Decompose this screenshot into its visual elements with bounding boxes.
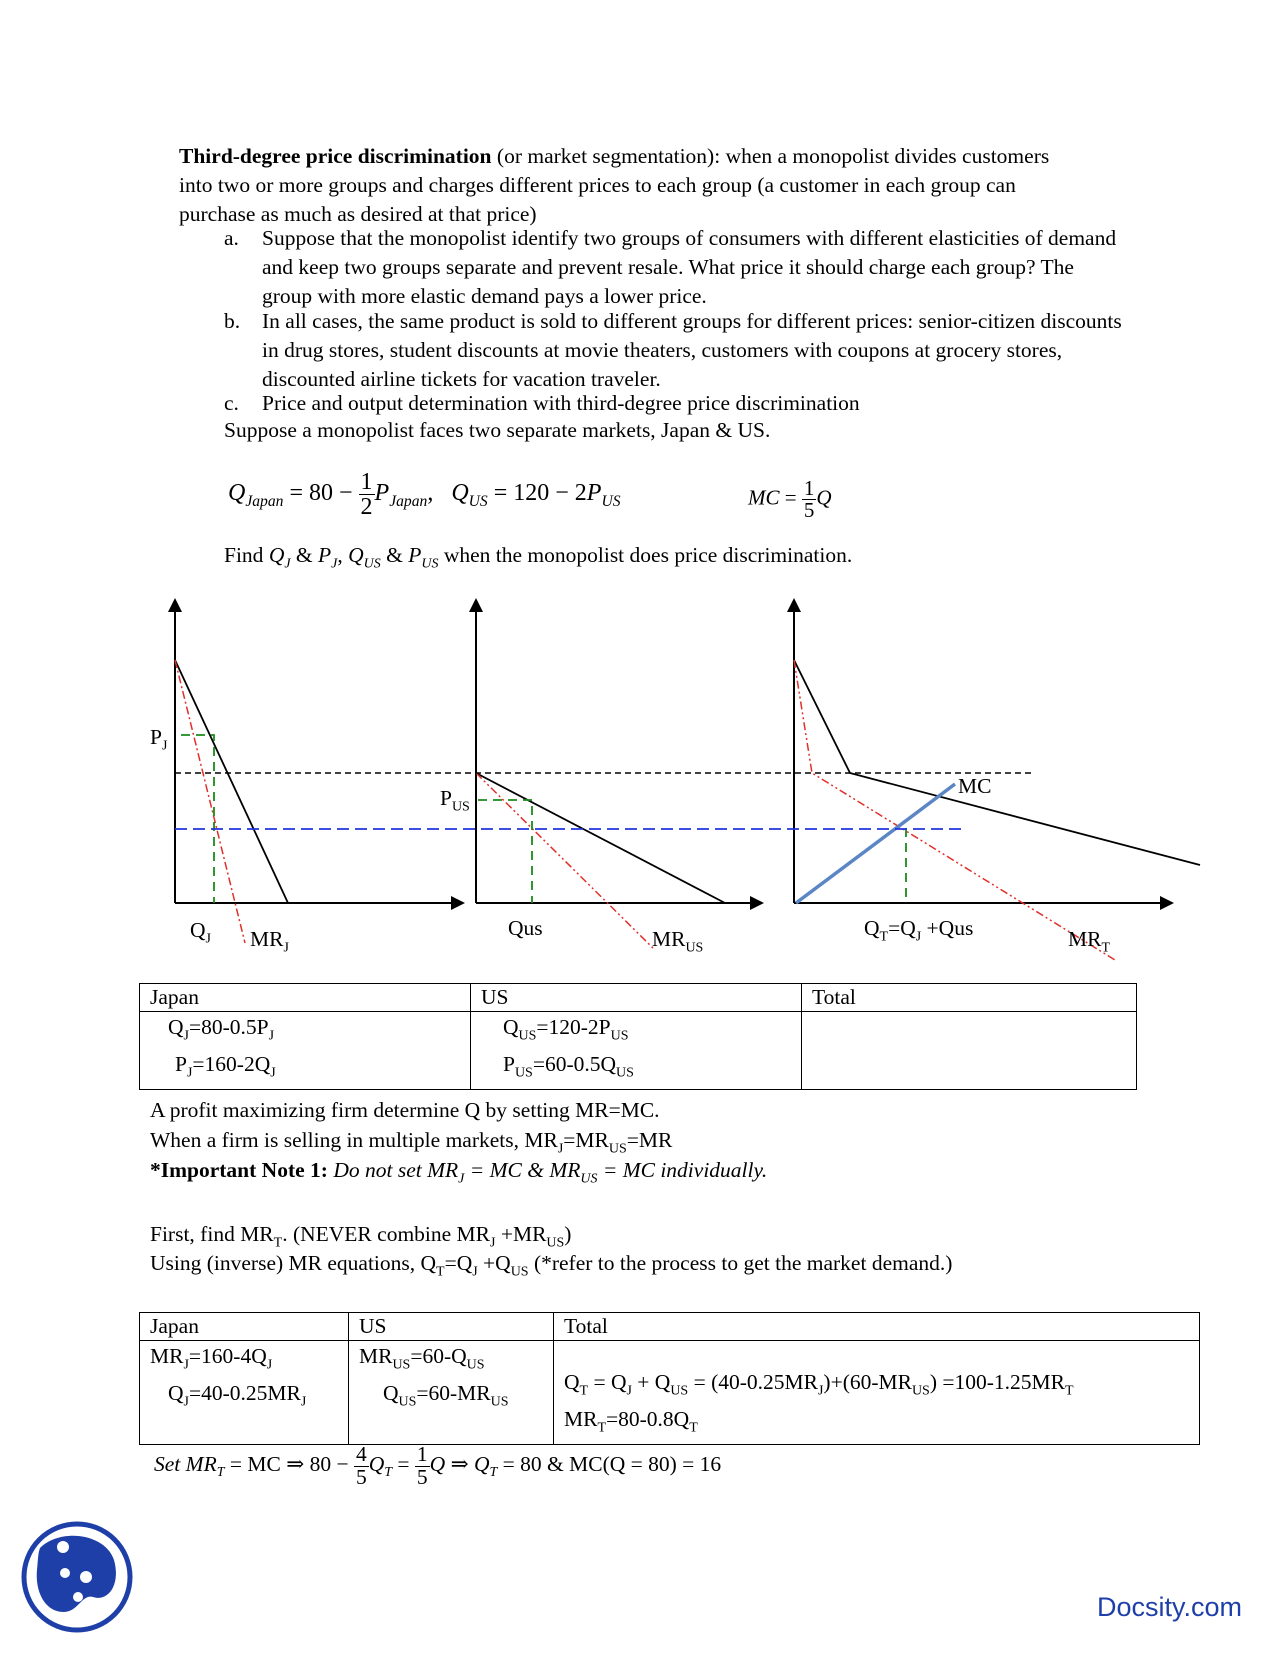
intro-heading: Third-degree price discrimination bbox=[179, 144, 492, 168]
first-line-2: Using (inverse) MR equations, $Q_T=Q_J +Q_{US}$ (*refer to the process to get the market demand.) bbox=[150, 1251, 953, 1280]
find-text: Find $Q_J$ & $P_J$, $Q_{US}$ & $P_{US}$ when the monopolist does price discrimination. bbox=[224, 543, 853, 572]
demand-equation: $Q_{Japan} = 80$ − $\frac{1}{2}$ $P_{Japan}$, $Q_{US} = 120 - 2P_{US}$ bbox=[228, 469, 621, 520]
label-pj: $P_J$ bbox=[150, 725, 168, 754]
profit-line-2: When a firm is selling in multiple markets, $MR_J=MR_{US}=MR$ bbox=[150, 1128, 673, 1157]
label-mrt: $MR_T$ bbox=[1068, 927, 1111, 956]
table2-total-cell: $Q_T = Q_J + Q_{US} = (40-0.25MR_J)+(60-MR_{US}) =100-1.25MR_T$ $MR_T=80-0.8Q_T$ bbox=[554, 1341, 1200, 1445]
list-item-b: b. In all cases, the same product is sold to different groups for different prices: senior-citizen discounts in drug stores, student discounts at movie theaters, customers with coupons at grocery stores, discounted airline tickets for vacation traveler. bbox=[224, 309, 1122, 391]
list-item-a: a. Suppose that the monopolist identify two groups of consumers with different elasticities of demand and keep two groups separate and prevent resale. What price it should charge each group? The group with more elastic demand pays a lower price. bbox=[224, 226, 1117, 308]
table1-header-japan: Japan bbox=[140, 984, 471, 1012]
mr-table bbox=[139, 1312, 1200, 1445]
important-note: *Important Note 1: Do not set $MR_J$ = MC & $MR_{US}$ = MC individually. bbox=[150, 1158, 768, 1187]
label-qt: $Q_T=Q_J +Qus$ bbox=[864, 916, 974, 945]
us-pus-guide bbox=[478, 800, 532, 903]
total-demand-line bbox=[794, 660, 1200, 865]
docsity-brand[interactable]: Docsity.com bbox=[1097, 1592, 1243, 1622]
table1-japan-cell: $Q_J=80-0.5P_J$ $P_J=160-2Q_J$ bbox=[140, 1012, 471, 1090]
demand-table bbox=[139, 983, 1137, 1090]
table2-header-japan: Japan bbox=[140, 1313, 349, 1341]
label-qj: $Q_J$ bbox=[190, 918, 211, 947]
table1-header-us: US bbox=[471, 984, 802, 1012]
total-mr-line bbox=[794, 660, 1115, 960]
profit-line-1: A profit maximizing firm determine Q by setting MR=MC. bbox=[150, 1098, 660, 1122]
us-demand-line bbox=[476, 773, 725, 903]
label-pus: $P_{US}$ bbox=[440, 786, 470, 815]
table2-us-cell: $MR_{US}=60-Q_{US}$ $Q_{US}=60-MR_{US}$ bbox=[349, 1341, 554, 1445]
label-mc: MC bbox=[958, 774, 992, 798]
intro-text: (or market segmentation): when a monopolist divides customers into two or more groups and charges different prices to each group (a customer in each group can purchase as much as desired at that price) bbox=[179, 144, 1050, 226]
table1-total-cell bbox=[802, 1012, 1137, 1090]
table2-header-total: Total bbox=[554, 1313, 1200, 1341]
suppose-text: Suppose a monopolist faces two separate markets, Japan & US. bbox=[224, 418, 771, 442]
mc-line bbox=[796, 784, 955, 903]
us-mr-line bbox=[476, 773, 655, 950]
table2-header-us: US bbox=[349, 1313, 554, 1341]
table2-japan-cell: $MR_J=160-4Q_J$ $Q_J=40-0.25MR_J$ bbox=[140, 1341, 349, 1445]
japan-mr-line bbox=[175, 660, 245, 943]
list-item-c: c. Price and output determination with third-degree price discrimination bbox=[224, 391, 860, 415]
first-line-1: First, find $MR_T$. (NEVER combine $MR_J +MR_{US}$) bbox=[150, 1222, 572, 1251]
label-mrus: $MR_{US}$ bbox=[652, 927, 704, 956]
japan-demand-line bbox=[175, 660, 288, 903]
label-mrj: $MR_J$ bbox=[250, 927, 289, 956]
label-qus: Qus bbox=[508, 916, 543, 940]
table1-us-cell: $Q_{US}=120-2P_{US}$ $P_{US}=60-0.5Q_{US}$ bbox=[471, 1012, 802, 1090]
final-equation: Set $MR_T$ = MC ⇒ 80 − $\frac{4}{5}$ $Q_T$ = $\frac{1}{5}$ Q ⇒ $Q_T = 80$ & MC(Q = 80) = 16 bbox=[154, 1442, 722, 1489]
mc-equation: MC = $\frac{1}{5}$ Q bbox=[748, 476, 832, 522]
japan-pj-guide bbox=[181, 735, 214, 903]
table1-header-total: Total bbox=[802, 984, 1137, 1012]
